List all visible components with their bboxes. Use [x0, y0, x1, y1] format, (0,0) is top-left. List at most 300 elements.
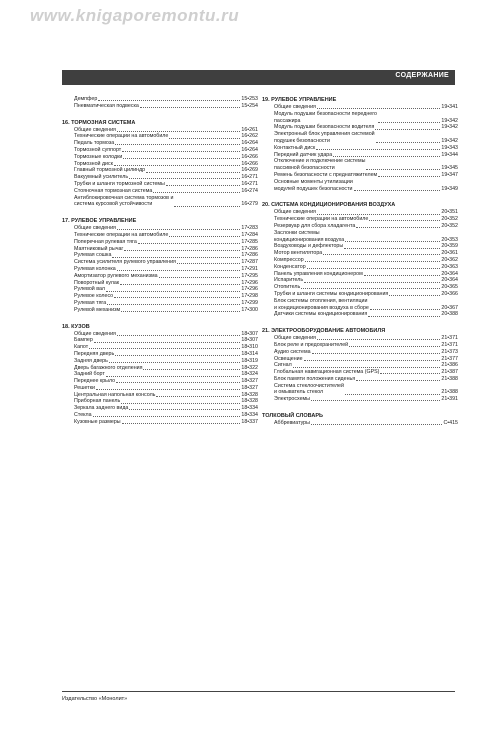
entry-title: Рулевое колесо — [74, 293, 114, 300]
toc-entry — [262, 376, 458, 383]
entry-title: Воздуховоды и дефлекторы — [274, 243, 344, 250]
entry-page: 18•310 — [241, 344, 258, 351]
toc-section — [62, 119, 258, 209]
entry-title: Стояночная тормозная система — [74, 187, 153, 194]
dot-leader — [114, 297, 240, 298]
entry-page: 17•298 — [241, 293, 258, 300]
dot-leader — [356, 227, 440, 228]
toc-entry — [62, 181, 258, 188]
toc-entry — [262, 271, 458, 278]
entry-title: Поперечная рулевая тяга — [74, 238, 137, 245]
toc-entry — [62, 174, 258, 181]
dot-leader — [106, 376, 241, 377]
entry-page: 19•344 — [441, 151, 458, 158]
entry-title: Модуль подушки безопасности переднего пассажира — [274, 110, 377, 124]
toc-entry — [262, 230, 458, 244]
entry-title: Конденсатор — [274, 263, 306, 270]
entry-page: 18•337 — [241, 418, 258, 425]
toc-entry — [62, 351, 258, 358]
watermark: www.knigaporemontu.ru — [30, 6, 240, 25]
toc-right-column — [262, 96, 458, 436]
entry-page: 17•296 — [241, 279, 258, 286]
toc-entry — [262, 362, 458, 369]
toc-entry — [262, 311, 458, 318]
toc-entry — [62, 239, 258, 246]
dot-leader — [124, 250, 240, 251]
entry-page: 17•291 — [241, 265, 258, 272]
toc-section — [62, 323, 258, 426]
entry-page: 20•362 — [441, 256, 458, 263]
entry-page: 18•307 — [241, 330, 258, 337]
entry-page: 20•364 — [441, 270, 458, 277]
toc-entry — [262, 356, 458, 363]
entry-page: 16•271 — [241, 180, 258, 187]
toc-entry — [62, 358, 258, 365]
toc-entry — [262, 383, 458, 397]
toc-entry — [62, 133, 258, 140]
entry-title: Тормозные колодки — [74, 153, 123, 160]
entry-page: 20•365 — [441, 284, 458, 291]
entry-page: 20•363 — [441, 263, 458, 270]
dot-leader — [368, 316, 440, 317]
entry-page: 17•295 — [241, 272, 258, 279]
footer-divider — [62, 691, 455, 692]
toc-entry — [262, 131, 458, 145]
toc-entry — [62, 246, 258, 253]
entry-page: 20•352 — [441, 216, 458, 223]
toc-section — [62, 96, 258, 110]
dot-leader — [114, 165, 240, 166]
entry-title: Кузовные размеры — [74, 418, 121, 425]
entry-title: Маятниковый рычаг — [74, 245, 124, 252]
entry-title: Технические операции на автомобиле — [74, 231, 169, 238]
toc-entry — [62, 405, 258, 412]
toc-entry — [262, 111, 458, 125]
section-title: 18. КУЗОВ — [62, 323, 90, 330]
toc-entry — [62, 307, 258, 314]
dot-leader — [98, 100, 240, 101]
entry-title: Поворотный кулак — [74, 279, 120, 286]
dot-leader — [156, 396, 240, 397]
dot-leader — [316, 149, 440, 150]
entry-title: Блок памяти положения сиденья — [274, 375, 356, 382]
entry-title: Резервуар для сбора хладагента — [274, 222, 356, 229]
entry-page: 19•342 — [441, 117, 458, 124]
dot-leader — [304, 282, 440, 283]
dot-leader — [106, 291, 240, 292]
toc-entry — [262, 349, 458, 356]
header-banner — [62, 70, 455, 85]
entry-page: 18•328 — [241, 391, 258, 398]
entry-title: Дверь багажного отделения — [74, 364, 143, 371]
entry-page: 16•261 — [241, 126, 258, 133]
dot-leader — [129, 178, 240, 179]
entry-page: 21•387 — [441, 369, 458, 376]
entry-title: Зеркала заднего вида — [74, 405, 129, 412]
toc-entry — [262, 284, 458, 291]
dot-leader — [380, 373, 440, 374]
entry-title: Тормозной диск — [74, 160, 113, 167]
entry-title: Блок системы отопления, вентиляции и кондиционирования воздуха в сборе — [274, 297, 369, 311]
dot-leader — [94, 342, 241, 343]
toc-entry — [62, 195, 258, 209]
entry-title: Испаритель — [274, 277, 304, 284]
entry-page: 16•271 — [241, 174, 258, 181]
toc-entry — [262, 420, 458, 427]
dot-leader — [304, 360, 441, 361]
entry-page: 17•285 — [241, 238, 258, 245]
entry-page: 16•264 — [241, 140, 258, 147]
entry-title: Технические операции на автомобиле — [74, 133, 169, 140]
toc-entry — [62, 147, 258, 154]
entry-page: 16•279 — [241, 201, 258, 208]
dot-leader — [117, 131, 240, 132]
entry-page: 18•327 — [241, 384, 258, 391]
section-title: ТОЛКОВЫЙ СЛОВАРЬ — [262, 413, 323, 420]
entry-page: 17•283 — [241, 225, 258, 232]
toc-entry — [262, 277, 458, 284]
toc-entry — [62, 140, 258, 147]
entry-title: Рулевой вал — [74, 286, 106, 293]
entry-title: Передний датчик удара — [274, 151, 333, 158]
entry-page: 21•388 — [441, 389, 458, 396]
entry-title: Капот — [74, 344, 89, 351]
toc-entry — [62, 154, 258, 161]
toc-entry — [62, 385, 258, 392]
entry-title: Решетки — [74, 384, 95, 391]
dot-leader — [323, 254, 440, 255]
entry-page: 18•322 — [241, 364, 258, 371]
entry-title: Стекла — [74, 412, 92, 419]
toc-section — [262, 412, 458, 427]
toc-entry — [262, 152, 458, 159]
entry-title: Вакуумный усилитель — [74, 174, 129, 181]
toc-entry — [62, 225, 258, 232]
toc-entry — [262, 216, 458, 223]
toc-entry — [262, 291, 458, 298]
entry-page: 17•286 — [241, 252, 258, 259]
entry-title: Электросхемы — [274, 396, 310, 403]
entry-page: 18•324 — [241, 371, 258, 378]
entry-title: Рулевая сошка — [74, 252, 112, 259]
entry-title: Система усилителя рулевого управления — [74, 259, 176, 266]
entry-page: 18•328 — [241, 398, 258, 405]
dot-leader — [333, 156, 440, 157]
dot-leader — [107, 304, 240, 305]
toc-section — [262, 96, 458, 192]
dot-leader — [317, 108, 440, 109]
entry-page: 21•377 — [441, 355, 458, 362]
dot-leader — [166, 185, 241, 186]
entry-title: Панель управления кондиционером — [274, 270, 363, 277]
dot-leader — [129, 409, 240, 410]
dot-leader — [112, 257, 240, 258]
dot-leader — [311, 400, 440, 401]
toc-left-column — [62, 96, 258, 435]
dot-leader — [123, 158, 240, 159]
toc-section — [262, 201, 458, 318]
dot-leader — [376, 142, 441, 143]
toc-entry — [262, 257, 458, 264]
entry-title: Бампер — [74, 337, 93, 344]
dot-leader — [146, 172, 240, 173]
toc-entry — [62, 188, 258, 195]
entry-page: 18•319 — [241, 357, 258, 364]
entry-page: 19•349 — [441, 185, 458, 192]
dot-leader — [370, 309, 441, 310]
dot-leader — [356, 380, 440, 381]
entry-title: Антиблокировочная система тормозов и система курсовой устойчивости — [74, 194, 174, 208]
dot-leader — [109, 362, 241, 363]
dot-leader — [311, 424, 443, 425]
dot-leader — [115, 355, 240, 356]
toc-entry — [62, 331, 258, 338]
dot-leader — [293, 367, 441, 368]
toc-entry — [62, 398, 258, 405]
toc-entry — [62, 286, 258, 293]
entry-page: 19•345 — [441, 165, 458, 172]
entry-page: 19•347 — [441, 171, 458, 178]
entry-title: Модуль подушки безопасности водителя — [274, 124, 375, 131]
dot-leader — [369, 220, 440, 221]
entry-page: 18•307 — [241, 337, 258, 344]
toc-entry — [62, 378, 258, 385]
dot-leader — [138, 243, 241, 244]
entry-page: 21•371 — [441, 341, 458, 348]
dot-leader — [378, 122, 440, 123]
entry-page: 16•274 — [241, 187, 258, 194]
dot-leader — [345, 241, 440, 242]
entry-title: Задний борт — [74, 371, 105, 378]
entry-title: Контактный диск — [274, 144, 316, 151]
section-title: 19. РУЛЕВОЕ УПРАВЛЕНИЕ — [262, 97, 337, 103]
toc-entry — [262, 369, 458, 376]
section-title: 20. СИСТЕМА КОНДИЦИОНИРОВАНИЯ ВОЗДУХА — [262, 202, 396, 209]
entry-title: Приборная панель — [74, 398, 121, 405]
entry-page: 18•334 — [241, 412, 258, 419]
entry-page: 20•366 — [441, 290, 458, 297]
dot-leader — [120, 284, 240, 285]
dot-leader — [366, 169, 440, 170]
dot-leader — [143, 369, 240, 370]
entry-page: 21•371 — [441, 335, 458, 342]
entry-title: Трубки и шланги системы кондиционирования — [274, 290, 389, 297]
dot-leader — [354, 190, 441, 191]
toc-entry — [62, 412, 258, 419]
toc-entry — [62, 344, 258, 351]
entry-page: 15•254 — [241, 102, 258, 109]
entry-page: 21•388 — [441, 375, 458, 382]
entry-title: Общие сведения — [74, 126, 116, 133]
entry-title: Общие сведения — [74, 330, 116, 337]
entry-title: Заслонки системы кондиционирования воздуха — [274, 229, 345, 243]
toc-entry — [262, 145, 458, 152]
section-title: 16. ТОРМОЗНАЯ СИСТЕМА — [62, 119, 136, 126]
entry-title: Главный тормозной цилиндр — [74, 167, 146, 174]
entry-page: 20•361 — [441, 250, 458, 257]
dot-leader — [93, 416, 241, 417]
entry-page: 18•314 — [241, 350, 258, 357]
entry-page: 20•353 — [441, 236, 458, 243]
entry-title: Общие сведения — [274, 209, 316, 216]
entry-title: Центральная напольная консоль — [74, 391, 156, 398]
entry-title: Аудио система — [274, 348, 311, 355]
entry-title: Демпфер — [74, 96, 98, 102]
entry-page: 17•296 — [241, 286, 258, 293]
entry-title: Переднее крыло — [74, 378, 116, 385]
entry-page: 20•367 — [441, 304, 458, 311]
entry-page: 17•284 — [241, 231, 258, 238]
entry-page: 18•327 — [241, 378, 258, 385]
dot-leader — [345, 394, 440, 395]
entry-title: Педаль тормоза — [74, 140, 115, 147]
dot-leader — [389, 295, 440, 296]
toc-entry — [262, 209, 458, 216]
entry-page: 20•351 — [441, 209, 458, 216]
toc-entry — [262, 335, 458, 342]
dot-leader — [349, 346, 440, 347]
entry-page: С•415 — [443, 420, 458, 427]
entry-title: Рулевая тяга — [74, 299, 107, 306]
toc-entry — [62, 300, 258, 307]
dot-leader — [169, 138, 240, 139]
entry-title: Ремень безопасности с преднатяжителем — [274, 171, 378, 178]
dot-leader — [301, 288, 440, 289]
entry-page: 16•264 — [241, 146, 258, 153]
entry-title: Основные моменты утилизации модулей подушек безопасности — [274, 178, 353, 192]
entry-page: 18•334 — [241, 405, 258, 412]
toc-section — [262, 327, 458, 403]
dot-leader — [117, 229, 240, 230]
dot-leader — [117, 270, 241, 271]
toc-entry — [62, 273, 258, 280]
toc-entry — [262, 104, 458, 111]
entry-title: Задняя дверь — [74, 357, 108, 364]
toc-entry — [262, 342, 458, 349]
dot-leader — [317, 339, 440, 340]
dot-leader — [378, 176, 440, 177]
entry-title: Передняя дверь — [74, 350, 115, 357]
toc-entry — [262, 158, 458, 172]
dot-leader — [344, 248, 440, 249]
dot-leader — [117, 335, 240, 336]
entry-page: 20•352 — [441, 222, 458, 229]
section-title: 21. ЭЛЕКТРООБОРУДОВАНИЕ АВТОМОБИЛЯ — [262, 328, 386, 335]
entry-title: Трубки и шланги тормозной системы — [74, 180, 165, 187]
dot-leader — [122, 423, 241, 424]
entry-title: Электронный блок управления системой подушек безопасности — [274, 131, 375, 144]
entry-page: 17•287 — [241, 259, 258, 266]
toc-entry — [62, 127, 258, 134]
entry-page: 16•269 — [241, 167, 258, 174]
toc-entry — [62, 259, 258, 266]
dot-leader — [115, 144, 240, 145]
entry-title: Общие сведения — [274, 104, 316, 110]
dot-leader — [121, 403, 240, 404]
entry-page: 19•341 — [441, 104, 458, 110]
scan-edge-strip — [0, 727, 500, 732]
dot-leader — [312, 353, 441, 354]
entry-title: Сигнал — [274, 362, 292, 369]
dot-leader — [169, 236, 240, 237]
dot-leader — [122, 151, 240, 152]
entry-title: Отопитель — [274, 284, 301, 291]
entry-title: Тормозной суппорт — [74, 146, 122, 153]
entry-page: 16•262 — [241, 133, 258, 140]
page-title: СОДЕРЖАНИЕ — [395, 72, 449, 79]
toc-entry — [62, 392, 258, 399]
dot-leader — [174, 206, 240, 207]
entry-title: Общие сведения — [74, 225, 116, 232]
dot-leader — [153, 192, 240, 193]
toc-entry — [62, 103, 258, 110]
toc-entry — [62, 232, 258, 239]
dot-leader — [307, 268, 441, 269]
entry-title: Глобальная навигационная система (GPS) — [274, 369, 380, 376]
dot-leader — [177, 263, 241, 264]
toc-entry — [262, 179, 458, 193]
dot-leader — [89, 348, 240, 349]
entry-page: 19•342 — [441, 124, 458, 131]
toc-entry — [262, 264, 458, 271]
entry-page: 17•299 — [241, 299, 258, 306]
toc-entry — [62, 96, 258, 103]
dot-leader — [96, 389, 240, 390]
entry-title: Отключение и подключение системы пассивной безопасности — [274, 158, 366, 172]
entry-page: 20•364 — [441, 277, 458, 284]
entry-title: Рулевая колонка — [74, 265, 116, 272]
toc-entry — [62, 252, 258, 259]
entry-title: Блок реле и предохранителей — [274, 341, 349, 348]
entry-title: Рулевой механизм — [74, 306, 121, 313]
entry-page: 19•343 — [441, 144, 458, 151]
dot-leader — [121, 311, 240, 312]
entry-page: 15•253 — [241, 96, 258, 102]
entry-page: 16•266 — [241, 160, 258, 167]
entry-title: Общие сведения — [274, 335, 316, 342]
toc-entry — [262, 250, 458, 257]
entry-page: 20•359 — [441, 243, 458, 250]
dot-leader — [364, 275, 441, 276]
entry-page: 17•300 — [241, 306, 258, 313]
toc-entry — [262, 298, 458, 312]
toc-entry — [62, 266, 258, 273]
entry-page: 21•386 — [441, 362, 458, 369]
entry-page: 19•342 — [441, 137, 458, 144]
section-title: 17. РУЛЕВОЕ УПРАВЛЕНИЕ — [62, 218, 137, 225]
toc-section — [62, 217, 258, 313]
dot-leader — [116, 382, 240, 383]
entry-page: 21•373 — [441, 348, 458, 355]
toc-entry — [62, 337, 258, 344]
entry-title: Мотор вентилятора — [274, 250, 323, 257]
dot-leader — [375, 129, 440, 130]
entry-page: 16•266 — [241, 153, 258, 160]
publisher: Издательство «Монолит» — [62, 696, 128, 702]
toc-entry — [62, 293, 258, 300]
toc-entry — [262, 396, 458, 403]
toc-entry — [62, 419, 258, 426]
dot-leader — [159, 277, 241, 278]
entry-title: Освещение — [274, 355, 303, 362]
dot-leader — [140, 107, 241, 108]
entry-title: Система стеклоочистителей и омыватель стекол — [274, 382, 344, 396]
entry-title: Амортизатор рулевого механизма — [74, 272, 158, 279]
entry-title: Технические операции на автомобиле — [274, 216, 369, 223]
toc-entry — [262, 172, 458, 179]
entry-title: Аббревиатуры — [274, 420, 310, 427]
entry-page: 21•391 — [441, 396, 458, 403]
